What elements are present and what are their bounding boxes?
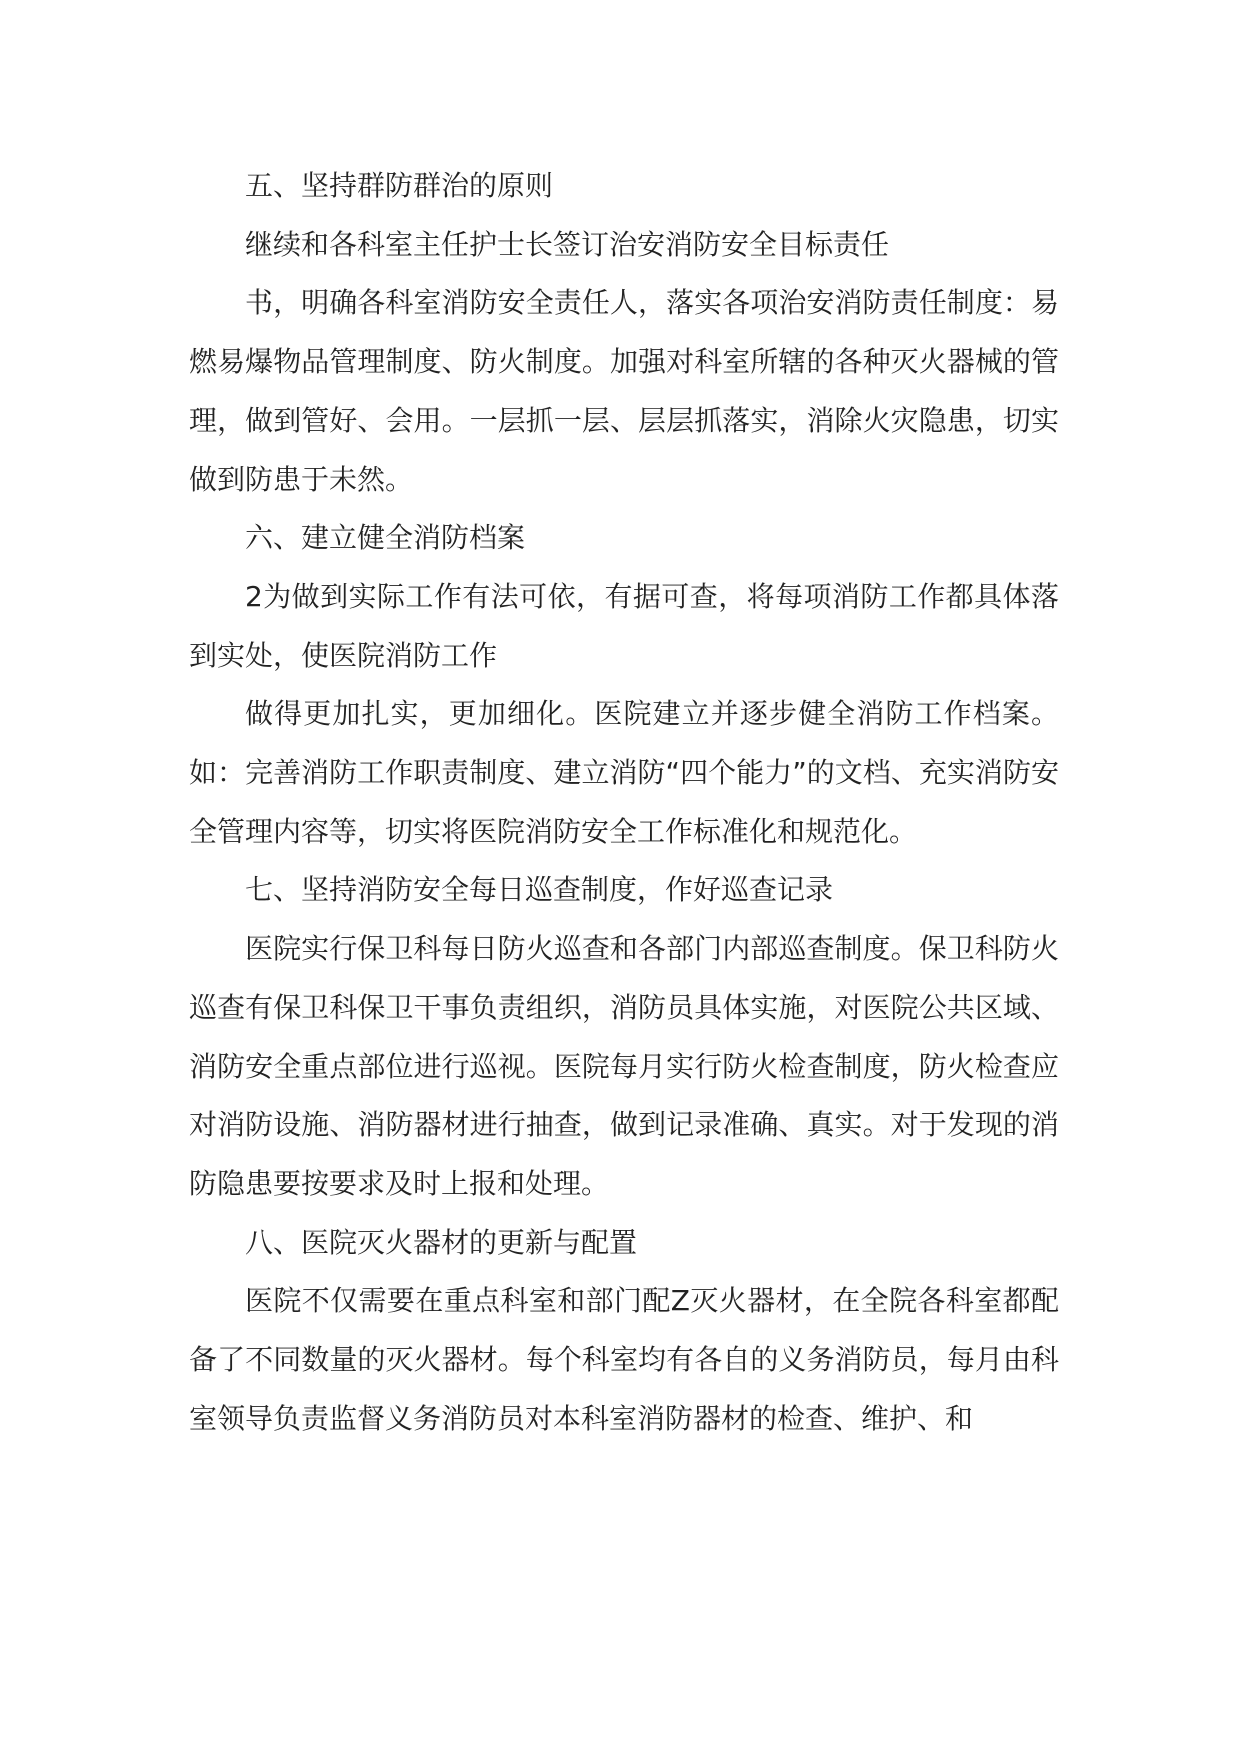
document-body xyxy=(189,157,1059,1448)
paragraph-3: 2为做到实际工作有法可依，有据可查，将每项消防工作都具体落到实处，使医院消防工作 xyxy=(189,579,1059,672)
paragraph-5: 医院实行保卫科每日防火巡查和各部门内部巡查制度。保卫科防火巡查有保卫科保卫干事负责组织，消防员具体实施，对医院公共区域、消防安全重点部位进行巡视。医院每月实行防火检查制度，防火检查应对消防设施、消防器材进行抽查，做到记录准确、真实。对于发现的消防隐患要按要求及时上报和处理。 xyxy=(189,932,1059,1200)
section-heading-6: 六、建立健全消防档案 xyxy=(245,521,526,555)
paragraph-1: 继续和各科室主任护士长签订治安消防安全目标责任 xyxy=(245,227,890,261)
section-heading-8: 八、医院灭火器材的更新与配置 xyxy=(245,1225,638,1259)
paragraph-4: 做得更加扎实，更加细化。医院建立并逐步健全消防工作档案。如：完善消防工作职责制度、建立消防“四个能力”的文档、充实消防安全管理内容等，切实将医院消防安全工作标准化和规范化。 xyxy=(189,697,1059,848)
section-heading-5: 五、坚持群防群治的原则 xyxy=(245,169,554,202)
paragraph-2: 书，明确各科室消防安全责任人，落实各项治安消防责任制度：易燃易爆物品管理制度、防火制度。加强对科室所辖的各种灭火器械的管理，做到管好、会用。一层抓一层、层层抓落实，消除火灾隐患，切实做到防患于未然。 xyxy=(189,286,1059,496)
section-heading-7: 七、坚持消防安全每日巡查制度，作好巡查记录 xyxy=(245,873,834,907)
paragraph-6: 医院不仅需要在重点科室和部门配Z灭火器材，在全院各科室都配备了不同数量的灭火器材。每个科室均有各自的义务消防员，每月由科室领导负责监督义务消防员对本科室消防器材的检查、维护、和 xyxy=(189,1284,1059,1435)
